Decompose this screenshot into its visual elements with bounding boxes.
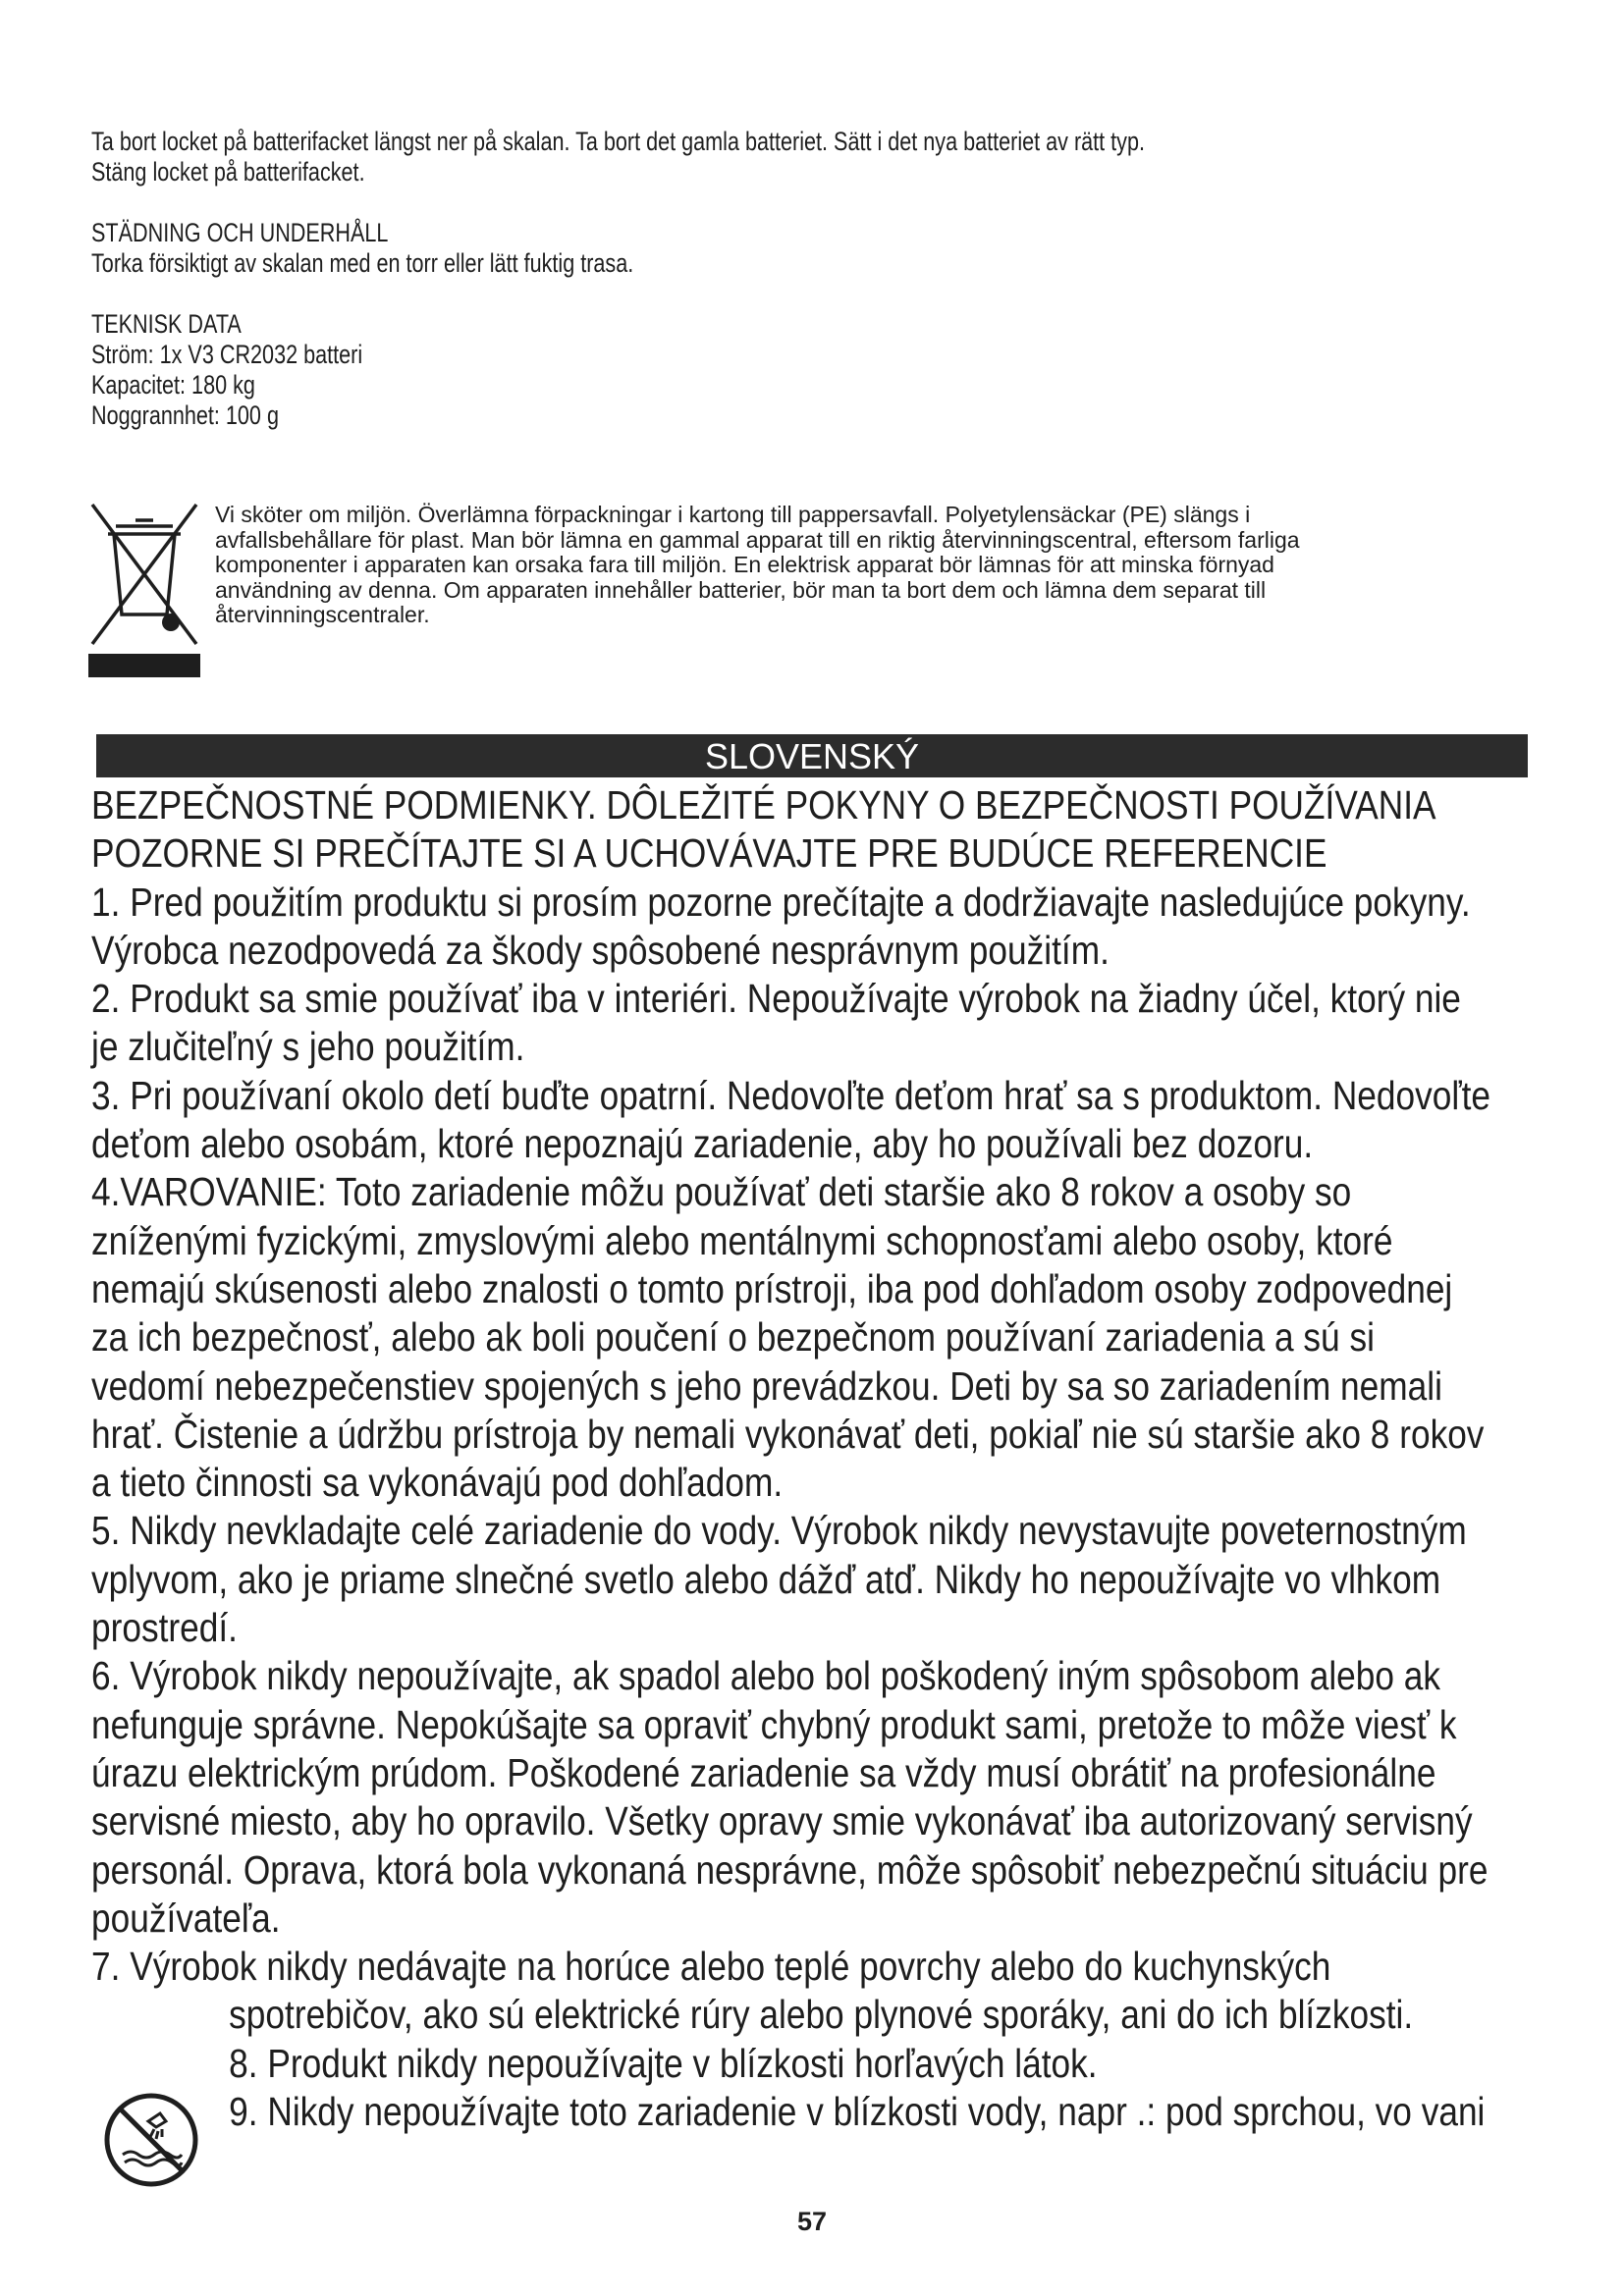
safety-heading-line: BEZPEČNOSTNÉ PODMIENKY. DÔLEŽITÉ POKYNY O BEZPEČNOSTI POUŽÍVANIA xyxy=(91,782,1436,828)
text-line: je zlučiteľný s jeho použitím. xyxy=(91,1024,525,1070)
environment-line-1: Vi sköter om miljön. Överlämna förpackningar i kartong till pappersavfall. Polyetylensäckar (PE) slängs i xyxy=(215,502,1251,527)
text-line: nemajú skúsenosti alebo znalosti o tomto prístroji, iba pod dohľadom osoby zodpovednej xyxy=(91,1265,1453,1311)
text-line: úrazu elektrickým prúdom. Poškodené zariadenie sa vždy musí obrátiť na profesionálne xyxy=(91,1749,1436,1795)
section-title: SLOVENSKÝ xyxy=(704,736,920,776)
text-line: zníženými fyzickými, zmyslovými alebo mentálnymi schopnosťami alebo osoby, ktoré xyxy=(91,1217,1393,1263)
text-line: 5. Nikdy nevkladajte celé zariadenie do vody. Výrobok nikdy nevystavujte poveternostným xyxy=(91,1508,1467,1554)
text-line: 7. Výrobok nikdy nedávajte na horúce alebo teplé povrchy alebo do kuchynských xyxy=(91,1944,1331,1990)
slovak-safety-text xyxy=(91,781,1490,2136)
text-line: Výrobca nezodpovedá za škody spôsobené nesprávnym použitím. xyxy=(91,927,1110,973)
crossed-out-wheelie-bin-icon xyxy=(86,497,202,679)
cleaning-heading: STÄDNING OCH UNDERHÅLL xyxy=(91,218,389,247)
battery-instruction-line-1: Ta bort locket på batterifacket längst ner på skalan. Ta bort det gamla batteriet. Sätt i det nya batteriet av rätt typ. xyxy=(91,127,1145,156)
environment-line-3: komponenter i apparaten kan orsaka fara till miljön. En elektrisk apparat bör lämnas för att minska förnyad xyxy=(215,552,1274,577)
text-line: 3. Pri používaní okolo detí buďte opatrní. Nedovoľte deťom hrať sa s produktom. Nedovoľte xyxy=(91,1072,1491,1118)
battery-instruction-line-2: Stäng locket på batterifacket. xyxy=(91,157,365,187)
environment-line-2: avfallsbehållare för plast. Man bör lämna en gammal apparat till en riktig återvinningscentral, eftersom farliga xyxy=(215,526,1300,553)
text-line: 8. Produkt nikdy nepoužívajte v blízkosti horľavých látok. xyxy=(229,2040,1098,2086)
safety-heading-line: POZORNE SI PREČÍTAJTE SI A UCHOVÁVAJTE PRE BUDÚCE REFERENCIE xyxy=(91,830,1327,877)
text-line: nefunguje správne. Nepokúšajte sa opraviť chybný produkt sami, pretože to môže viesť k xyxy=(91,1701,1457,1747)
no-water-icon xyxy=(103,2092,199,2188)
environment-line-5: återvinningscentraler. xyxy=(215,602,430,627)
text-line: spotrebičov, ako sú elektrické rúry alebo plynové sporáky, ani do ich blízkosti. xyxy=(229,1992,1414,2038)
tech-heading: TEKNISK DATA xyxy=(91,309,242,339)
text-line: 4.VAROVANIE: Toto zariadenie môžu používať deti staršie ako 8 rokov a osoby so xyxy=(91,1169,1352,1215)
tech-accuracy: Noggrannhet: 100 g xyxy=(91,400,279,430)
text-line: 9. Nikdy nepoužívajte toto zariadenie v blízkosti vody, napr .: pod sprchou, vo vani xyxy=(229,2089,1486,2135)
text-line: a tieto činnosti sa vykonávajú pod dohľadom. xyxy=(91,1460,784,1506)
text-line: vplyvom, ako je priame slnečné svetlo alebo dážď atď. Nikdy ho nepoužívajte vo vlhkom xyxy=(91,1556,1441,1602)
text-line: prostredí. xyxy=(91,1605,238,1651)
text-line: hrať. Čistenie a údržbu prístroja by nemali vykonávať deti, pokiaľ nie sú staršie ako 8 rokov xyxy=(91,1411,1485,1457)
text-line: používateľa. xyxy=(91,1895,281,1941)
text-line: deťom alebo osobám, ktoré nepoznajú zariadenie, aby ho používali bez dozoru. xyxy=(91,1121,1314,1167)
text-line: vedomí nebezpečenstiev spojených s jeho prevádzkou. Deti by sa so zariadením nemali xyxy=(91,1362,1442,1409)
tech-power: Ström: 1x V3 CR2032 batteri xyxy=(91,340,363,369)
environment-line-4: användning av denna. Om apparaten innehåller batterier, bör man ta bort dem och lämna dem separat till xyxy=(215,576,1267,603)
swedish-text-block xyxy=(91,127,1145,431)
cleaning-text: Torka försiktigt av skalan med en torr eller lätt fuktig trasa. xyxy=(91,248,634,278)
environment-notice xyxy=(215,503,1452,628)
text-line: 2. Produkt sa smie používať iba v interiéri. Nepoužívajte výrobok na žiadny účel, ktorý nie xyxy=(91,976,1461,1022)
text-line: 6. Výrobok nikdy nepoužívajte, ak spadol alebo bol poškodený iným spôsobom alebo ak xyxy=(91,1653,1441,1699)
text-line: 1. Pred použitím produktu si prosím pozorne prečítajte a dodržiavajte nasledujúce pokyny. xyxy=(91,879,1471,925)
text-line: personál. Oprava, ktorá bola vykonaná nesprávne, môže spôsobiť nebezpečnú situáciu pre xyxy=(91,1846,1489,1893)
section-header-bar xyxy=(96,734,1528,777)
text-line: servisné miesto, aby ho opravilo. Všetky opravy smie vykonávať iba autorizovaný servisný xyxy=(91,1798,1473,1844)
text-line: za ich bezpečnosť, alebo ak boli poučení o bezpečnom používaní zariadenia a sú si xyxy=(91,1314,1375,1361)
tech-capacity: Kapacitet: 180 kg xyxy=(91,370,255,400)
page-number: 57 xyxy=(796,2207,828,2236)
